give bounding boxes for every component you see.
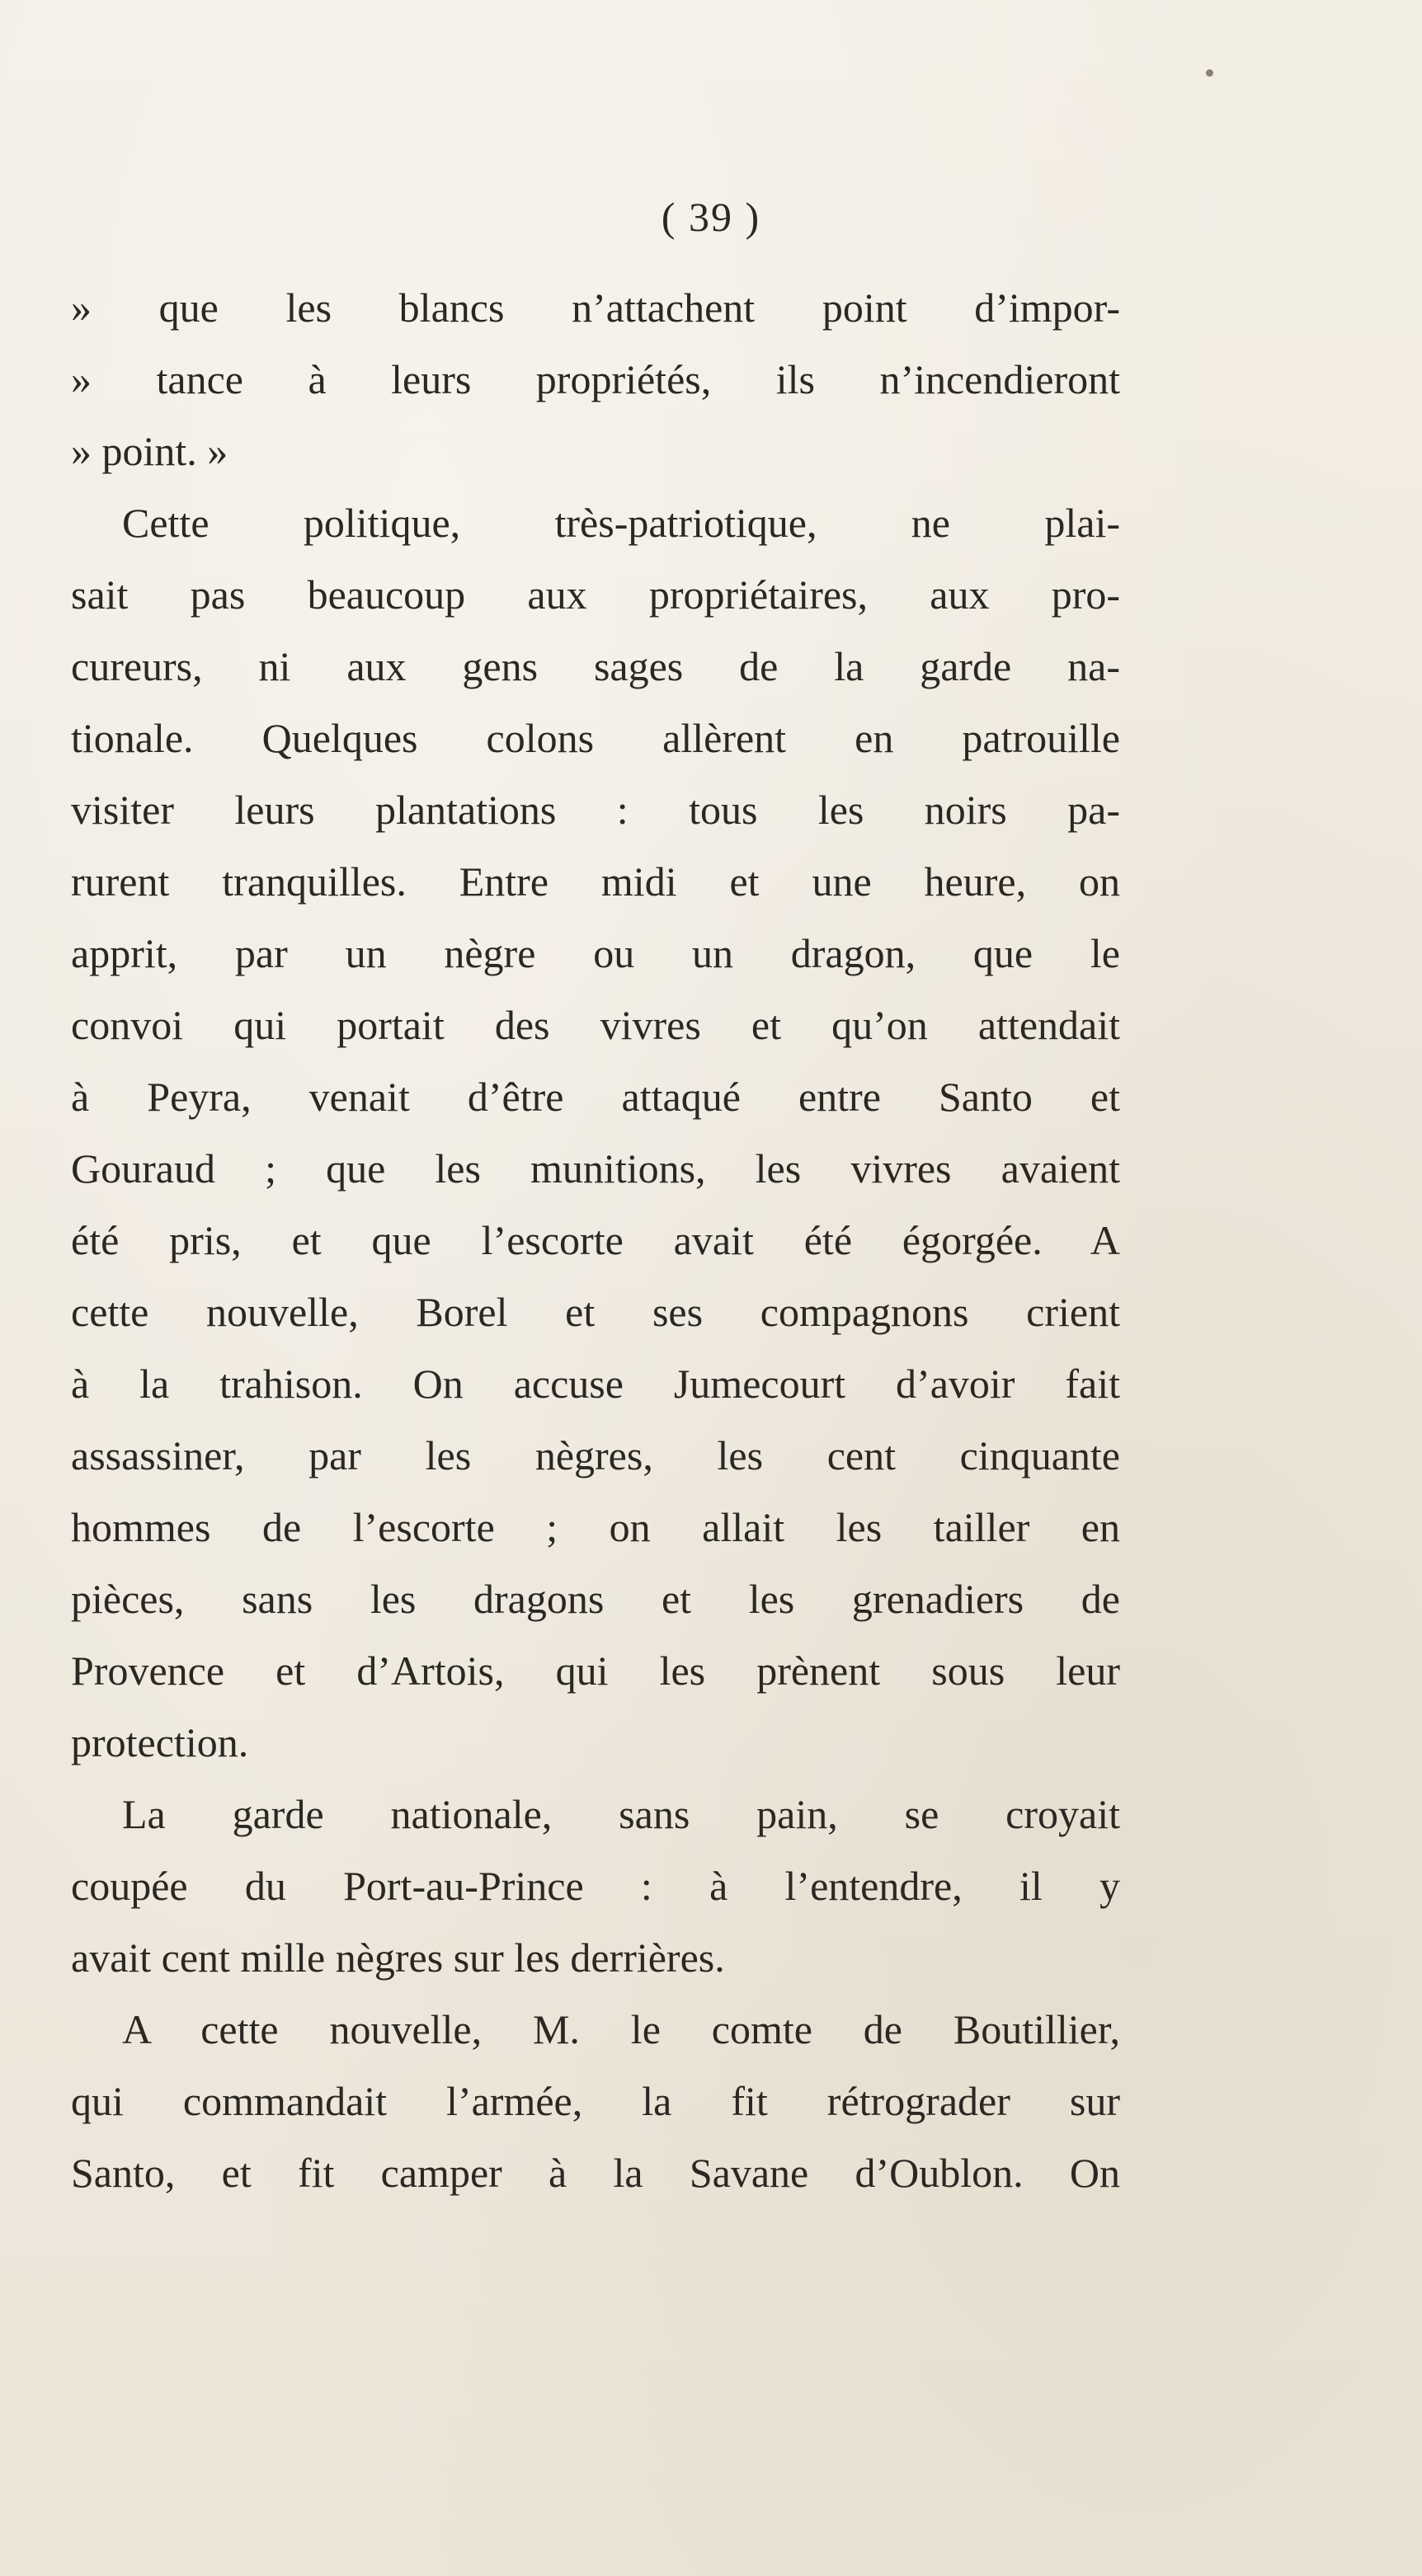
text-line: cureurs, ni aux gens sages de la garde na-: [71, 643, 1120, 689]
text-line: Santo, et fit camper à la Savane d’Oublon. On: [71, 2150, 1120, 2196]
text-line: à Peyra, venait d’être attaqué entre Santo et: [71, 1074, 1120, 1120]
line-start: Cette politique, très-patriotique, ne plai-: [122, 500, 1120, 546]
text-line: [71, 487, 1120, 559]
text-line: été pris, et que l’escorte avait été égorgée. A: [71, 1217, 1120, 1263]
text-line: assassiner, par les nègres, les cent cinquante: [71, 1432, 1120, 1478]
text-line: cette nouvelle, Borel et ses compagnons crient: [71, 1289, 1120, 1335]
text-line: qui commandait l’armée, la fit rétrograder sur: [71, 2078, 1120, 2124]
text-line: coupée du Port-au-Prince : à l’entendre, il y: [71, 1863, 1120, 1909]
text-line: » point. »: [71, 428, 228, 474]
text-line: sait pas beaucoup aux propriétaires, aux pro-: [71, 571, 1120, 618]
page-number: ( 39 ): [661, 194, 761, 240]
text-line: Gouraud ; que les munitions, les vivres avaient: [71, 1145, 1120, 1192]
text-line: La garde nationale, sans pain, se croyait: [122, 1791, 1120, 1837]
text-line: Provence et d’Artois, qui les prènent sous leur: [71, 1648, 1120, 1694]
text-line: » que les blancs n’attachent point d’impor-: [71, 284, 1120, 331]
text-line: tionale. Quelques colons allèrent en patrouille: [71, 715, 1120, 761]
text-line: rurent tranquilles. Entre midi et une heure, on: [71, 858, 1120, 905]
text-line: convoi qui portait des vivres et qu’on attendait: [71, 1002, 1120, 1048]
text-line: visiter leurs plantations : tous les noirs pa-: [71, 787, 1120, 833]
text-line: avait cent mille nègres sur les derrières.: [71, 1934, 725, 1981]
text-line: apprit, par un nègre ou un dragon, que le: [71, 930, 1120, 976]
text-line: » tance à leurs propriétés, ils n’incendieront: [71, 356, 1120, 402]
body-text: [71, 272, 1120, 2209]
text-line: protection.: [71, 1719, 249, 1765]
ink-speck: [1206, 69, 1213, 77]
text-line: hommes de l’escorte ; on allait les tailler en: [71, 1504, 1120, 1550]
text-line: à la trahison. On accuse Jumecourt d’avoir fait: [71, 1361, 1120, 1407]
text-line: A cette nouvelle, M. le comte de Boutillier,: [122, 2006, 1120, 2052]
text-line: pièces, sans les dragons et les grenadiers de: [71, 1576, 1120, 1622]
